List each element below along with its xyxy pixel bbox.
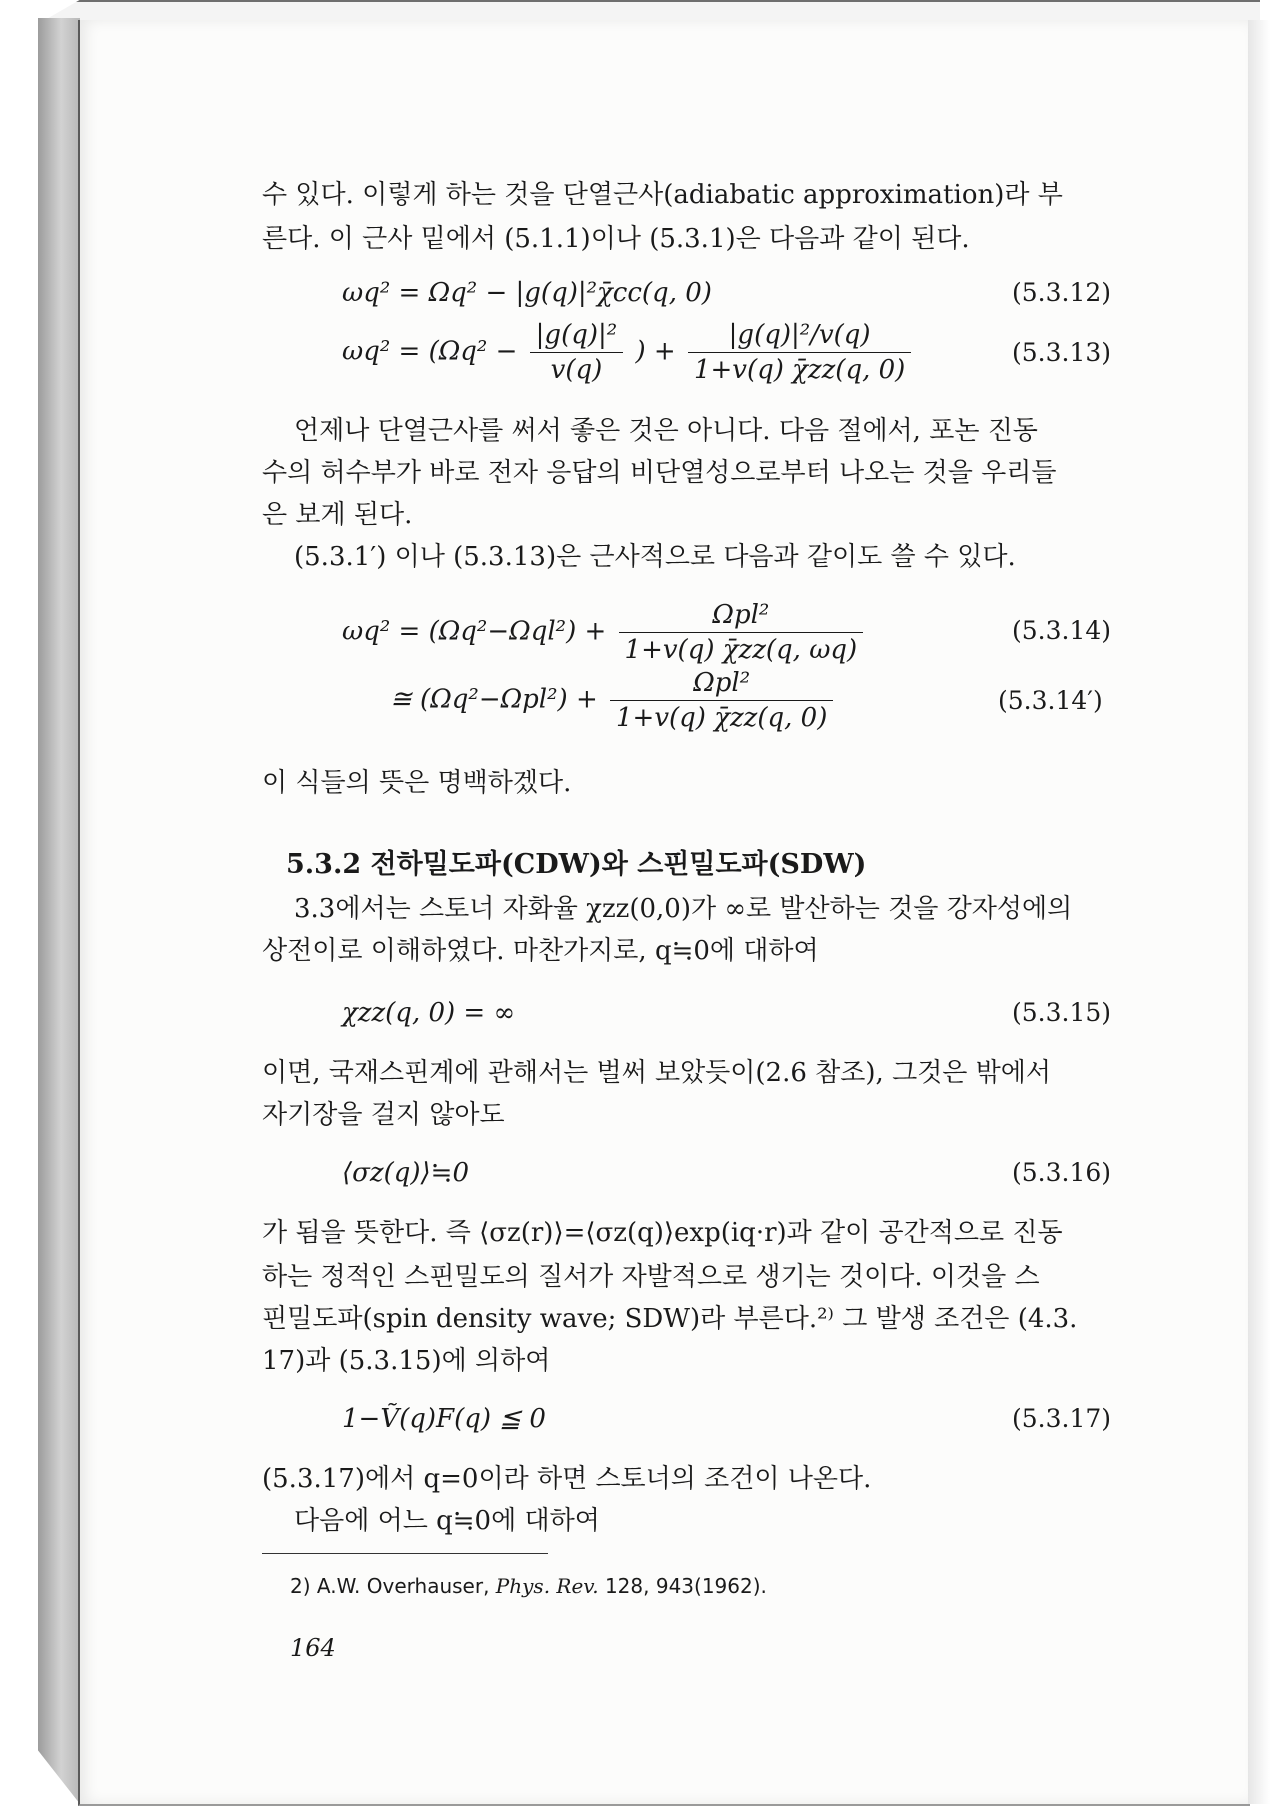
book-spine xyxy=(38,18,80,1804)
text-line: 이면, 국재스핀계에 관해서는 벌써 보았듯이(2.6 참조), 그것은 밖에서 xyxy=(262,1058,1052,1088)
fraction xyxy=(688,320,911,385)
equation-number: (5.3.12) xyxy=(1012,278,1112,307)
equation-5-3-13 xyxy=(342,320,915,385)
page-right-edge xyxy=(1248,20,1270,1804)
equation-number: (5.3.13) xyxy=(1012,338,1112,367)
text-line: 자기장을 걸지 않아도 xyxy=(262,1100,505,1130)
section-heading: 5.3.2 전하밀도파(CDW)와 스핀밀도파(SDW) xyxy=(286,849,867,880)
equation-5-3-15: χzz(q, 0) = ∞ xyxy=(342,998,516,1028)
page-number: 164 xyxy=(290,1634,336,1662)
text-line: 언제나 단열근사를 써서 좋은 것은 아니다. 다음 절에서, 포논 진동 xyxy=(294,416,1038,446)
text-line: 은 보게 된다. xyxy=(262,500,413,530)
fraction xyxy=(610,668,833,733)
equation-part: ωq² = (Ωq² − xyxy=(342,336,518,367)
equation-5-3-14 xyxy=(342,600,867,665)
text-line: 이 식들의 뜻은 명백하겠다. xyxy=(262,768,572,798)
footnote-rule xyxy=(262,1553,548,1554)
equation-5-3-17: 1−Ṽ(q)F(q) ≦ 0 xyxy=(342,1404,546,1434)
text-line: 하는 정적인 스핀밀도의 질서가 자발적으로 생기는 것이다. 이것을 스 xyxy=(262,1262,1040,1292)
equation-number: (5.3.14) xyxy=(1012,616,1112,645)
text-line: 가 됨을 뜻한다. 즉 ⟨σz(r)⟩=⟨σz(q)⟩exp(iq·r)과 같이 공간적으로 진동 xyxy=(262,1218,1063,1248)
equation-number: (5.3.16) xyxy=(1012,1158,1112,1187)
fraction-numerator: Ωpl² xyxy=(619,600,864,633)
fraction-numerator: |g(q)|² xyxy=(530,320,624,353)
fraction-denominator: v(q) xyxy=(550,355,603,385)
text-line: 핀밀도파(spin density wave; SDW)라 부른다.²⁾ 그 발생 조건은 (4.3. xyxy=(262,1304,1078,1334)
footnote-journal: Phys. Rev. xyxy=(495,1574,599,1598)
fraction-numerator: |g(q)|²/v(q) xyxy=(688,320,911,353)
text-line: 상전이로 이해하였다. 마찬가지로, q≒0에 대하여 xyxy=(262,936,819,966)
text-line: 17)과 (5.3.15)에 의하여 xyxy=(262,1346,551,1376)
text-line: 수 있다. 이렇게 하는 것을 단열근사(adiabatic approximation)라 부 xyxy=(262,180,1063,210)
footnote xyxy=(290,1574,767,1598)
footnote-reference: 128, 943(1962). xyxy=(604,1574,767,1598)
equation-part: ωq² = (Ωq²−Ωql²) + xyxy=(342,616,607,647)
text-line: 다음에 어느 q≒0에 대하여 xyxy=(294,1506,600,1536)
equation-5-3-14-prime xyxy=(390,668,837,733)
equation-number: (5.3.15) xyxy=(1012,998,1112,1027)
text-line: (5.3.1′) 이나 (5.3.13)은 근사적으로 다음과 같이도 쓸 수 있다. xyxy=(294,542,1016,572)
equation-number: (5.3.14′) xyxy=(998,686,1103,715)
text-line: 수의 허수부가 바로 전자 응답의 비단열성으로부터 나오는 것을 우리들 xyxy=(262,458,1057,488)
equation-part: ) + xyxy=(635,336,676,367)
footnote-author: 2) A.W. Overhauser, xyxy=(290,1574,490,1598)
fraction-denominator: 1+v(q) χ̄zz(q, ωq) xyxy=(624,635,858,665)
fraction xyxy=(530,320,624,385)
equation-part: ≅ (Ωq²−Ωpl²) + xyxy=(390,684,598,715)
equation-5-3-16: ⟨σz(q)⟩≒0 xyxy=(342,1158,469,1188)
fraction-denominator: 1+v(q) χ̄zz(q, 0) xyxy=(693,355,906,385)
text-line: 3.3에서는 스토너 자화율 χzz(0,0)가 ∞로 발산하는 것을 강자성에의 xyxy=(294,894,1073,924)
equation-5-3-12: ωq² = Ωq² − |g(q)|²χ̄cc(q, 0) xyxy=(342,278,712,308)
equation-number: (5.3.17) xyxy=(1012,1404,1112,1433)
fraction-numerator: Ωpl² xyxy=(610,668,833,701)
fraction-denominator: 1+v(q) χ̄zz(q, 0) xyxy=(616,703,828,733)
fraction xyxy=(619,600,864,665)
text-line: 른다. 이 근사 밑에서 (5.1.1)이나 (5.3.1)은 다음과 같이 된다. xyxy=(262,224,970,254)
text-line: (5.3.17)에서 q=0이라 하면 스토너의 조건이 나온다. xyxy=(262,1464,872,1494)
